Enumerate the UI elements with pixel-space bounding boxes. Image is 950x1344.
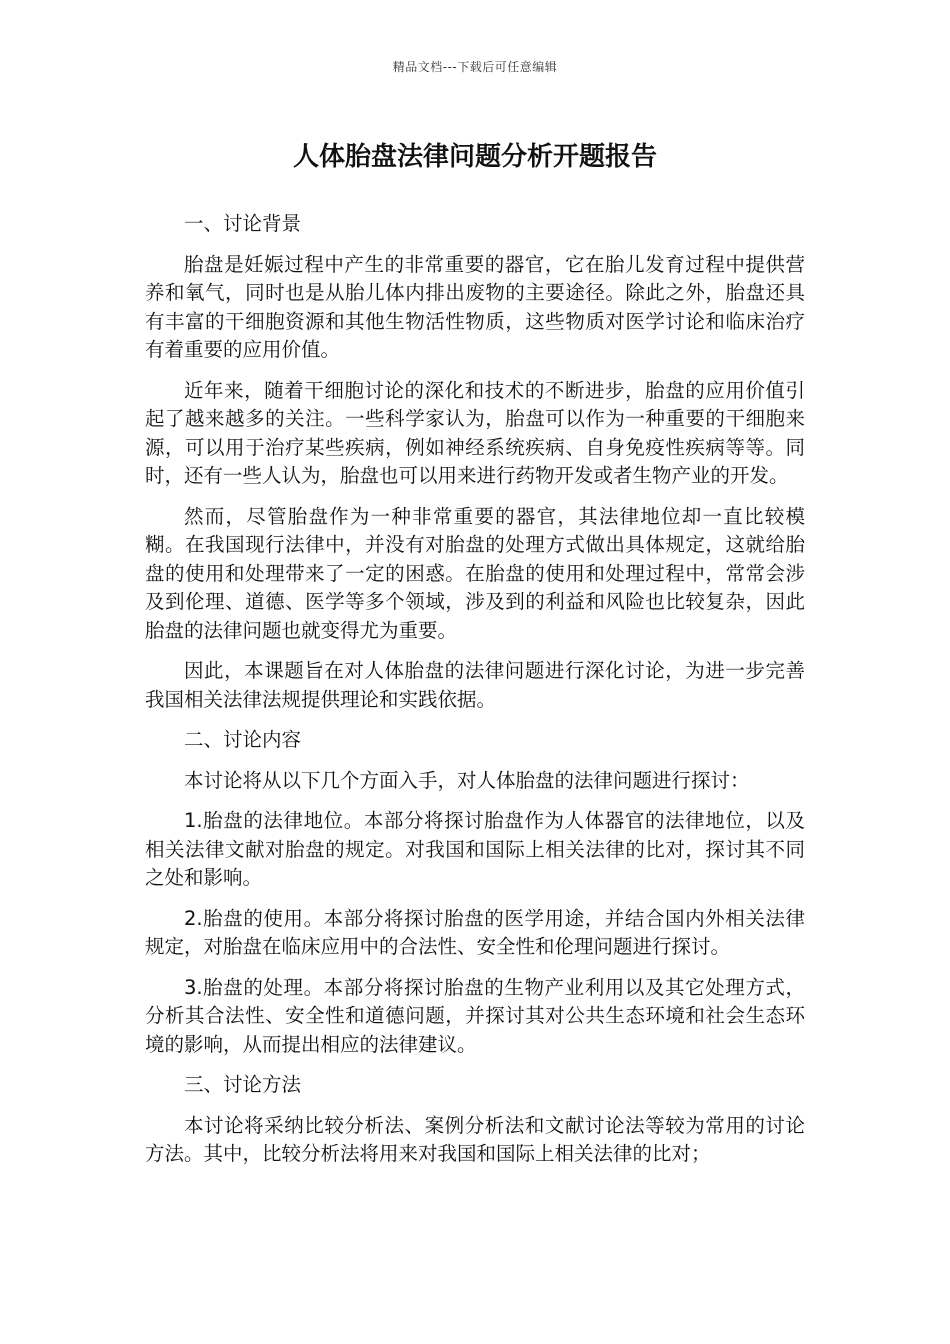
paragraph: 然而，尽管胎盘作为一种非常重要的器官，其法律地位却一直比较模糊。在我国现行法律中，并没有对胎盘的处理方式做出具体规定，这就给胎盘的使用和处理带来了一定的困惑。在胎盘的使用和处理过程中，常常会涉及到伦理、道德、医学等多个领域，涉及到的利益和风险也比较复杂，因此胎盘的法律问题也就变得尤为重要。 (145, 504, 805, 642)
paragraph: 本讨论将采纳比较分析法、案例分析法和文献讨论法等较为常用的讨论方法。其中，比较分析法将用来对我国和国际上相关法律的比对； (145, 1113, 805, 1165)
paragraph: 因此，本课题旨在对人体胎盘的法律问题进行深化讨论，为进一步完善我国相关法律法规提供理论和实践依据。 (145, 659, 805, 711)
section-heading-method: 三、讨论方法 (184, 1073, 302, 1096)
list-item: 2.胎盘的使用。本部分将探讨胎盘的医学用途，并结合国内外相关法律规定，对胎盘在临床应用中的合法性、安全性和伦理问题进行探讨。 (145, 906, 805, 958)
list-item: 3.胎盘的处理。本部分将探讨胎盘的生物产业利用以及其它处理方式，分析其合法性、安全性和道德问题，并探讨其对公共生态环境和社会生态环境的影响，从而提出相应的法律建议。 (145, 975, 805, 1056)
paragraph: 近年来，随着干细胞讨论的深化和技术的不断进步，胎盘的应用价值引起了越来越多的关注。一些科学家认为，胎盘可以作为一种重要的干细胞来源，可以用于治疗某些疾病，例如神经系统疾病、自身免疫性疾病等等。同时，还有一些人认为，胎盘也可以用来进行药物开发或者生物产业的开发。 (145, 378, 805, 487)
paragraph: 本讨论将从以下几个方面入手，对人体胎盘的法律问题进行探讨： (184, 768, 750, 792)
section-heading-content: 二、讨论内容 (184, 728, 302, 751)
document-body (145, 210, 805, 1181)
section-heading-background: 一、讨论背景 (184, 212, 302, 235)
paragraph: 胎盘是妊娠过程中产生的非常重要的器官，它在胎儿发育过程中提供营养和氧气，同时也是从胎儿体内排出废物的主要途径。除此之外，胎盘还具有丰富的干细胞资源和其他生物活性物质，这些物质对医学讨论和临床治疗有着重要的应用价值。 (145, 252, 805, 361)
document-title: 人体胎盘法律问题分析开题报告 (292, 142, 657, 172)
list-item: 1.胎盘的法律地位。本部分将探讨胎盘作为人体器官的法律地位，以及相关法律文献对胎盘的规定。对我国和国际上相关法律的比对，探讨其不同之处和影响。 (145, 809, 805, 889)
header-note: 精品文档---下载后可任意编辑 (392, 60, 558, 74)
